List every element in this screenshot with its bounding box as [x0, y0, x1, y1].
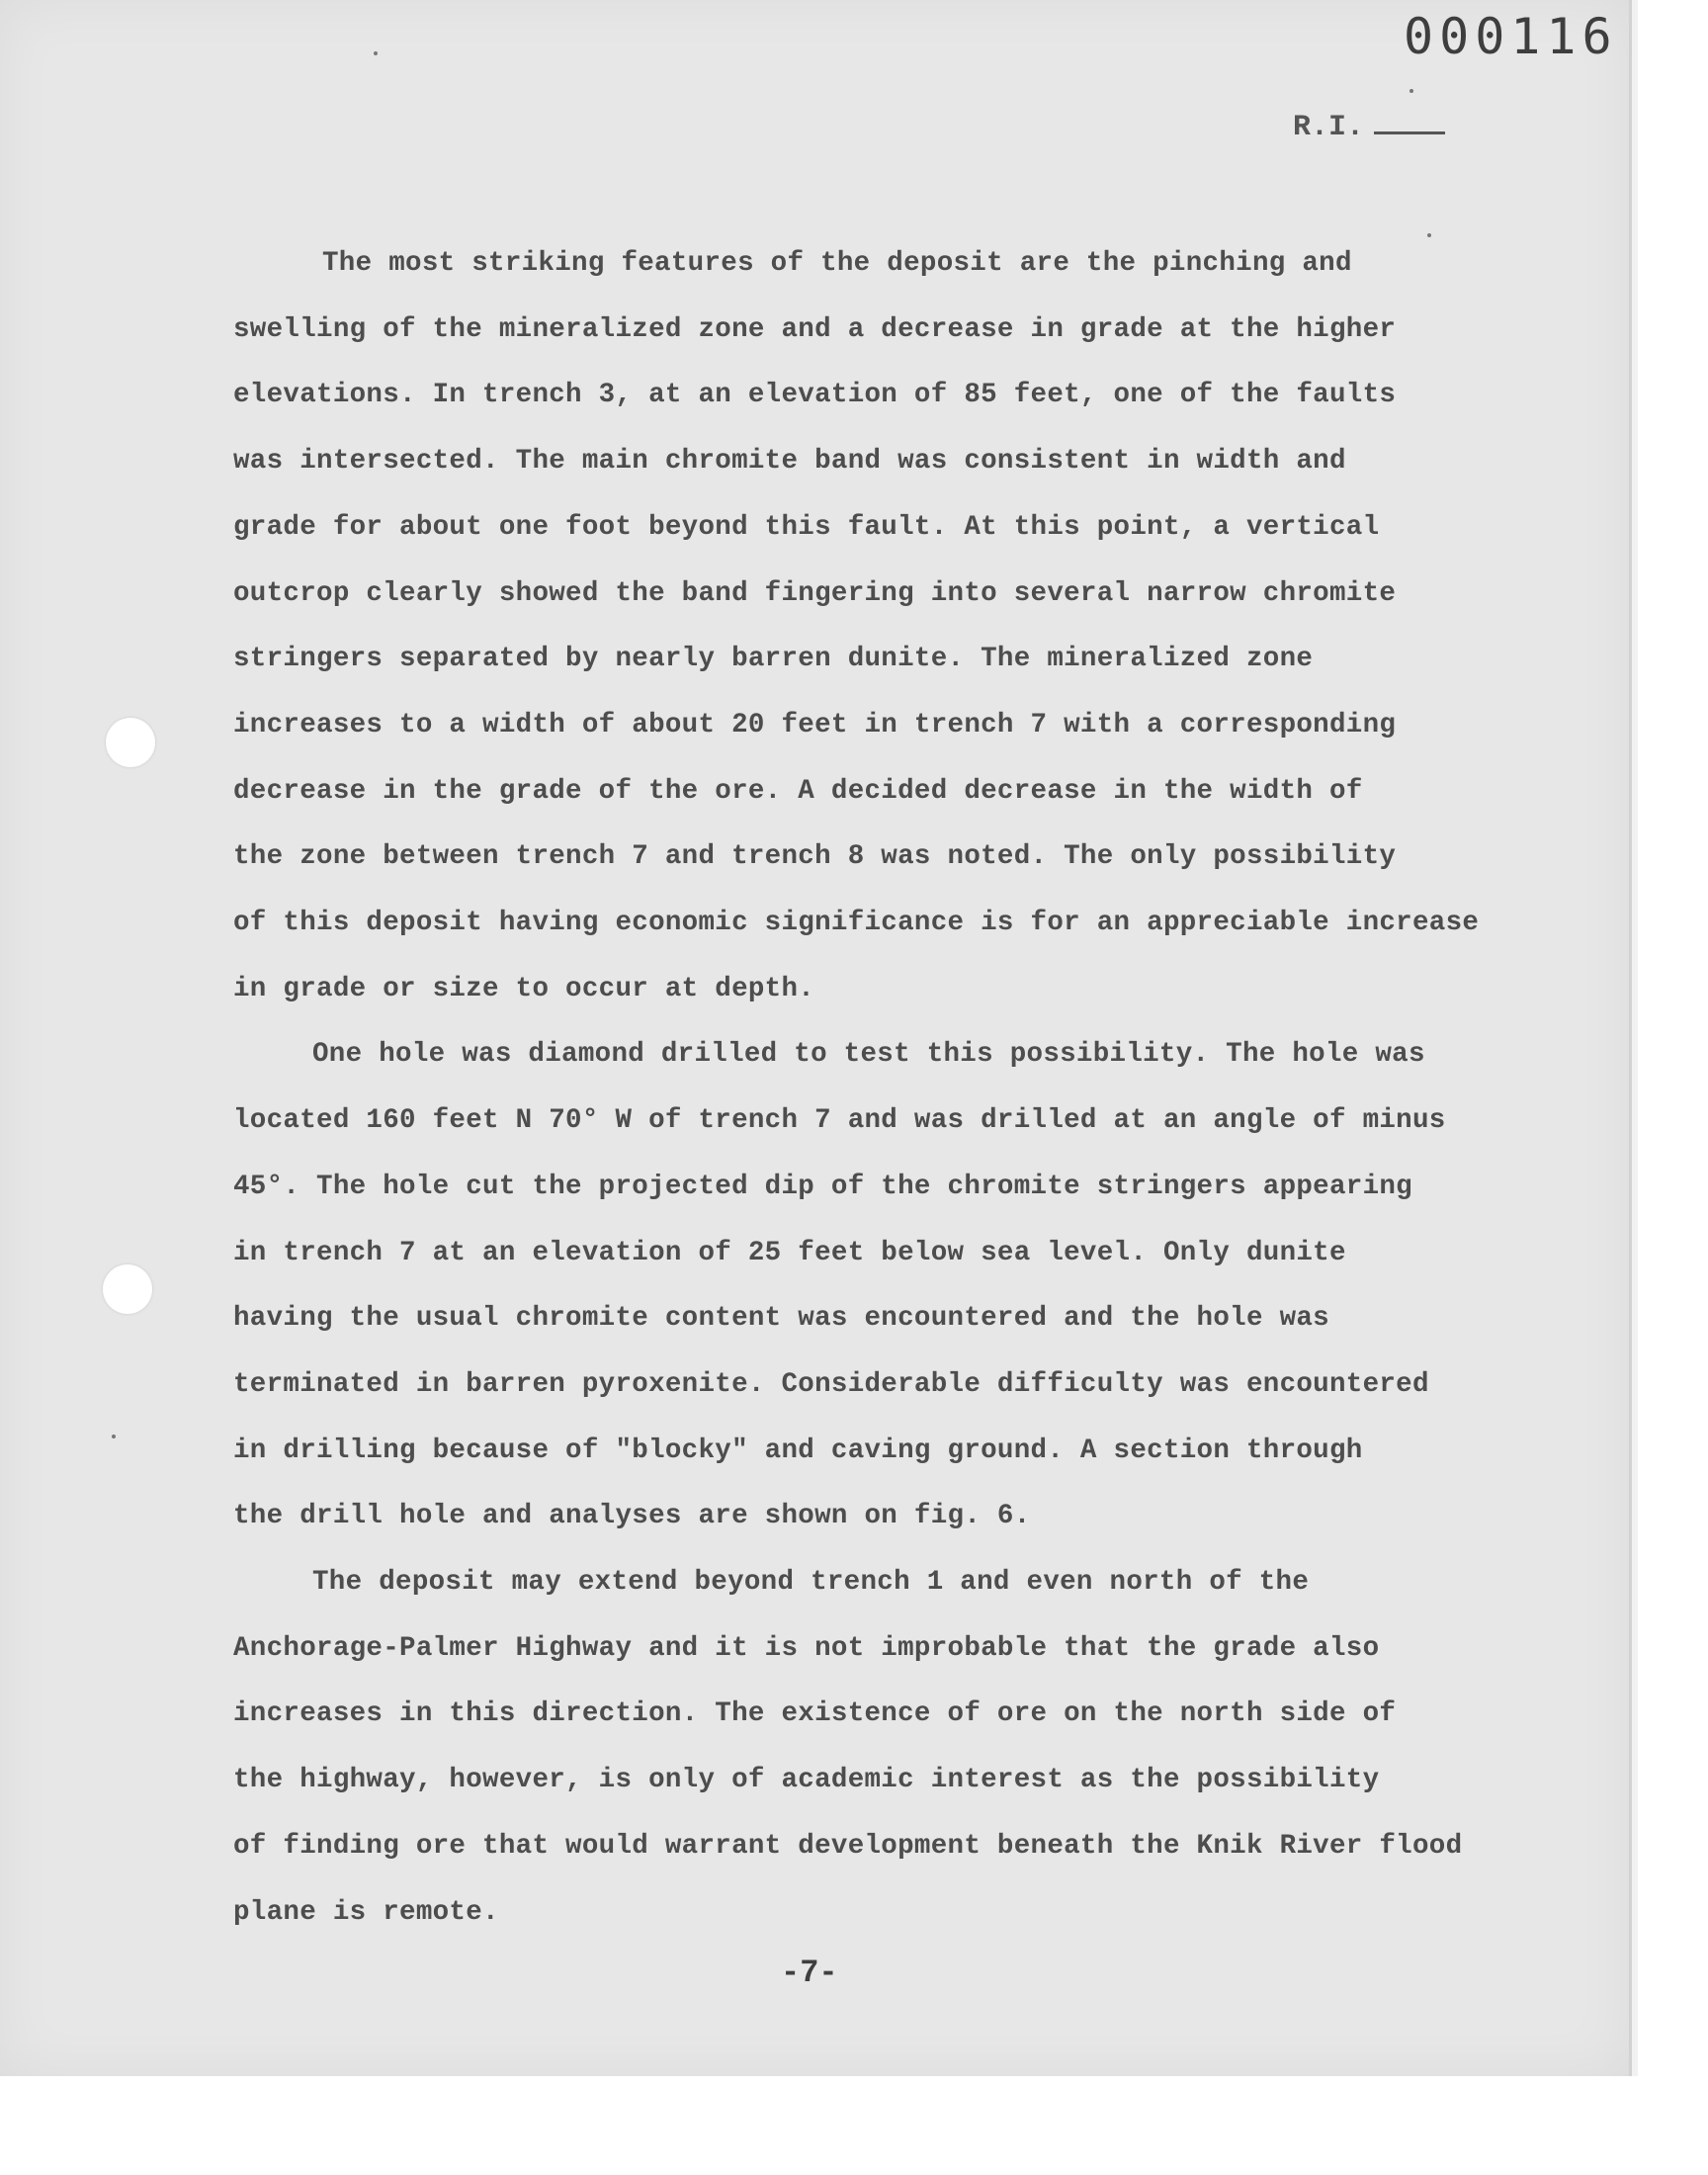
- report-number-blank: [1374, 131, 1445, 134]
- page-number: -7-: [781, 1955, 838, 1991]
- punch-hole-top: [106, 718, 155, 767]
- text-line: plane is remote.: [233, 1896, 499, 1928]
- text-line: The most striking features of the deposit are the pinching and: [322, 248, 1352, 279]
- text-line: increases to a width of about 20 feet in trench 7 with a corresponding: [233, 709, 1397, 740]
- text-line: located 160 feet N 70° W of trench 7 and was drilled at an angle of minus: [233, 1105, 1446, 1137]
- text-line: decrease in the grade of the ore. A decided decrease in the width of: [233, 775, 1363, 807]
- paragraph-2: [233, 1022, 1469, 1550]
- report-identifier-label: R.I.: [1293, 111, 1365, 144]
- text-line: of finding ore that would warrant development beneath the Knik River flood: [233, 1830, 1463, 1862]
- paragraph-3: [233, 1550, 1469, 1946]
- text-line: elevations. In trench 3, at an elevation of 85 feet, one of the faults: [233, 380, 1397, 411]
- text-line: in grade or size to occur at depth.: [233, 973, 815, 1004]
- text-line: in drilling because of "blocky" and caving ground. A section through: [233, 1435, 1363, 1466]
- report-identifier: [1293, 111, 1445, 144]
- text-line: outcrop clearly showed the band fingering into several narrow chromite: [233, 577, 1397, 609]
- text-line: the zone between trench 7 and trench 8 was noted. The only possibility: [233, 841, 1397, 873]
- text-line: the drill hole and analyses are shown on fig. 6.: [233, 1501, 1031, 1532]
- text-line: increases in this direction. The existence of ore on the north side of: [233, 1698, 1397, 1730]
- text-line: stringers separated by nearly barren dunite. The mineralized zone: [233, 644, 1314, 675]
- paper-speck: [1409, 89, 1413, 93]
- document-body: [233, 231, 1480, 1946]
- punch-hole-bottom: [103, 1264, 152, 1314]
- paper-speck: [374, 51, 378, 55]
- text-line: grade for about one foot beyond this fault. At this point, a vertical: [233, 511, 1380, 543]
- text-line: terminated in barren pyroxenite. Considerable difficulty was encountered: [233, 1368, 1429, 1400]
- paper-speck: [112, 1435, 116, 1438]
- text-line: One hole was diamond drilled to test this possibility. The hole was: [312, 1039, 1425, 1071]
- text-line: was intersected. The main chromite band was consistent in width and: [233, 446, 1346, 478]
- text-line: 45°. The hole cut the projected dip of the chromite stringers appearing: [233, 1171, 1412, 1202]
- page-edge: [1632, 0, 1638, 2076]
- text-line: of this deposit having economic significance is for an appreciable increase: [233, 908, 1480, 939]
- text-line: swelling of the mineralized zone and a decrease in grade at the higher: [233, 313, 1397, 345]
- text-line: in trench 7 at an elevation of 25 feet below sea level. Only dunite: [233, 1237, 1346, 1268]
- text-line: Anchorage-Palmer Highway and it is not improbable that the grade also: [233, 1632, 1380, 1664]
- text-line: The deposit may extend beyond trench 1 and even north of the: [312, 1567, 1310, 1599]
- text-line: having the usual chromite content was encountered and the hole was: [233, 1303, 1329, 1335]
- archive-number: 000116: [1404, 8, 1618, 65]
- text-line: the highway, however, is only of academic interest as the possibility: [233, 1765, 1380, 1796]
- paragraph-1: [233, 231, 1480, 1022]
